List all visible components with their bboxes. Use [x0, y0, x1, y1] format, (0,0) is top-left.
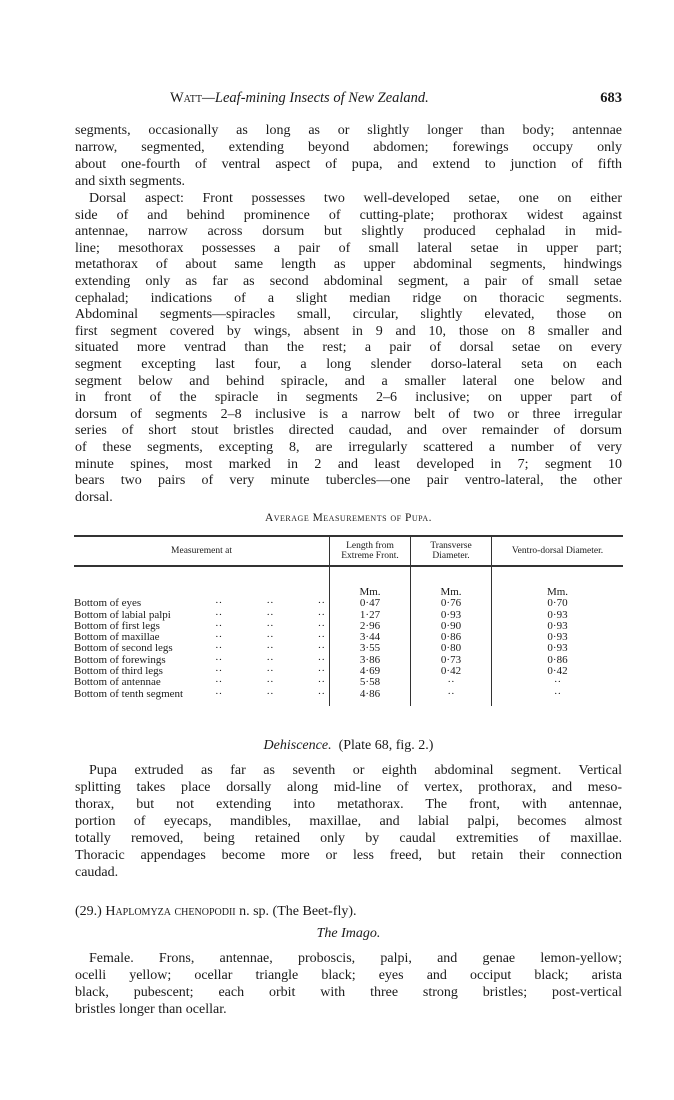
text-line: Thoracic appendages become more or less freed, but retain their connection — [75, 848, 622, 863]
text-line: first segment covered by wings, absent in 9 and 10, those on 8 smaller and — [75, 323, 622, 339]
text-line: side of and behind prominence of cutting-plate; prothorax widest against — [75, 207, 622, 223]
text-line: segments, occasionally as long as or slightly longer than body; antennae — [75, 123, 622, 138]
text-line: Female. Frons, antennae, proboscis, palpi, and genae lemon-yellow; — [89, 951, 622, 966]
value-cell: 0·93 — [492, 621, 624, 632]
value-cell: 5·58 — [330, 677, 411, 688]
leader-dots: ·· ·· ·· — [215, 642, 325, 655]
text-line: Pupa extruded as far as seventh or eighth abdominal segment. Vertical — [89, 763, 622, 778]
row-label-text: Bottom of antennae — [74, 676, 161, 689]
text-line: thorax, but not extending into metathorax. The front, with antennae, — [75, 797, 622, 812]
text-line: line; mesothorax possesses a pair of small lateral setae in upper part; — [75, 240, 622, 256]
column-header: Ventro-dorsal Diameter. — [492, 536, 624, 566]
value-cell: 4·69 — [330, 666, 411, 677]
unit-label: Mm. — [492, 566, 624, 598]
row-label-text: Bottom of eyes — [74, 597, 142, 610]
value-cell: 0·47 — [330, 598, 411, 609]
value-cell: 0·93 — [492, 610, 624, 621]
value-cell: ·· — [411, 689, 492, 700]
text-line: dorsal. — [75, 489, 113, 505]
text-line: metathorax of about same length as upper abdominal segments, hindwings — [75, 257, 622, 273]
row-label-text: Bottom of labial palpi — [74, 608, 171, 621]
text-line: segment excepting last four, a long slender dorso-lateral seta on each — [75, 357, 622, 372]
text-line: extending only as far as second abdominal segment, a pair of small setae — [75, 274, 622, 289]
page-number: 683 — [600, 90, 622, 106]
text-line: segment below and behind spiracle, and a smaller lateral one below and — [75, 373, 622, 389]
leader-dots: ·· ·· ·· — [215, 687, 325, 700]
row-label-text: Bottom of tenth segment — [74, 687, 184, 700]
text-line: cephalad; indications of a slight median ridge on thoracic segments. — [75, 290, 622, 306]
row-label-text: Bottom of first legs — [74, 619, 160, 632]
value-cell: 0·80 — [411, 643, 492, 654]
value-cell: 0·86 — [411, 632, 492, 643]
column-header: Length from Extreme Front. — [330, 536, 411, 566]
leader-dots: ·· ·· ·· — [215, 619, 325, 632]
imago-heading — [75, 926, 622, 942]
spacer-cell — [411, 700, 492, 706]
text-line: narrow, segmented, extending beyond abdomen; forewings occupy only — [75, 140, 622, 155]
spacer-cell — [74, 700, 330, 706]
leader-dots: ·· ·· ·· — [215, 653, 325, 666]
text-line: about one-fourth of ventral aspect of pupa, and extend to junction of fifth — [75, 157, 622, 172]
value-cell: 0·76 — [411, 598, 492, 609]
value-cell: 0·42 — [411, 666, 492, 677]
value-cell: 3·44 — [330, 632, 411, 643]
value-cell: 0·90 — [411, 621, 492, 632]
plate-reference: (Plate 68, fig. 2.) — [338, 738, 434, 753]
spacer-row — [74, 700, 623, 706]
leader-dots: ·· ·· ·· — [215, 631, 325, 644]
value-cell: 0·93 — [492, 643, 624, 654]
value-cell: 3·86 — [330, 655, 411, 666]
text-line: and sixth segments. — [75, 174, 186, 189]
text-line: splitting takes place dorsally along mid-line of vertex, prothorax, and meso- — [75, 780, 622, 795]
unit-label: Mm. — [330, 566, 411, 598]
dehiscence-heading — [75, 738, 622, 754]
leader-dots: ·· ·· ·· — [215, 665, 325, 678]
text-line: Abdominal segments—spiracles small, circular, slightly elevated, those on — [75, 307, 622, 323]
value-cell: ·· — [492, 689, 624, 700]
unit-label: Mm. — [411, 566, 492, 598]
value-cell: 0·86 — [492, 655, 624, 666]
text-line: bears two pairs of very minute tubercles—one pair ventro-lateral, the other — [75, 473, 622, 489]
table-row — [74, 689, 623, 700]
species-heading — [75, 903, 622, 920]
table-header-row — [74, 536, 623, 566]
text-line: situated more ventrad than the rest; a pair of dorsal setae on every — [75, 340, 622, 356]
value-cell: 0·42 — [492, 666, 624, 677]
text-line: of these segments, excepting 8, are irregularly scattered a number of very — [75, 440, 622, 455]
measurements-table — [74, 535, 623, 706]
text-line: minute spines, most marked in 2 and least developed in 7; segment 10 — [75, 456, 622, 472]
value-cell: 0·93 — [492, 632, 624, 643]
row-label-text: Bottom of second legs — [74, 642, 173, 655]
column-header: Measurement at — [74, 536, 330, 566]
row-label-text: Bottom of third legs — [74, 665, 163, 678]
text-line: caudad. — [75, 865, 119, 880]
empty-cell — [74, 566, 330, 598]
leader-dots: ·· ·· ·· — [215, 597, 325, 610]
value-cell: 0·70 — [492, 598, 624, 609]
section-title: Dehiscence. — [263, 738, 332, 753]
value-cell: 4·86 — [330, 689, 411, 700]
text-line: series of short stout bristles directed caudad, and over remainder of dorsum — [75, 423, 622, 439]
text-line: in front of the spiracle in segments 2–6 inclusive; on upper part of — [75, 390, 622, 406]
text-line: ocelli yellow; ocellar triangle black; eyes and occiput black; arista — [75, 968, 622, 983]
species-descriptor: n. sp. (The Beet-fly). — [239, 904, 357, 919]
value-cell: 0·93 — [411, 610, 492, 621]
value-cell: ·· — [411, 677, 492, 688]
text-line: bristles longer than ocellar. — [75, 1002, 227, 1017]
article-title: —Leaf-mining Insects of New Zealand. — [202, 90, 429, 106]
value-cell: 0·73 — [411, 655, 492, 666]
units-row — [74, 566, 623, 598]
spacer-cell — [330, 700, 411, 706]
author-name: Watt — [170, 90, 203, 106]
text-line: Dorsal aspect: Front possesses two well-developed setae, one on either — [89, 191, 622, 206]
value-cell: 1·27 — [330, 610, 411, 621]
value-cell: 3·55 — [330, 643, 411, 654]
value-cell: 2·96 — [330, 621, 411, 632]
text-line: totally removed, being retained only by caudal extremities of maxillae. — [75, 831, 622, 846]
row-label-text: Bottom of forewings — [74, 653, 166, 666]
species-number: (29.) — [75, 904, 102, 919]
text-line: antennae, narrow across dorsum but slightly produced cephalad in mid- — [75, 224, 622, 240]
text-line: dorsum of segments 2–8 inclusive is a narrow belt of two or three irregular — [75, 406, 622, 422]
spacer-cell — [492, 700, 624, 706]
species-name: Haplomyza chenopodii — [105, 904, 236, 919]
value-cell: ·· — [492, 677, 624, 688]
text-line: portion of eyecaps, mandibles, maxillae, and labial palpi, becomes almost — [75, 814, 622, 829]
running-title — [170, 90, 429, 107]
leader-dots: ·· ·· ·· — [215, 608, 325, 621]
table-title: Average Measurements of Pupa. — [264, 512, 433, 524]
column-header: Transverse Diameter. — [411, 536, 492, 566]
text-line: black, pubescent; each orbit with three strong bristles; post-vertical — [75, 985, 622, 1000]
row-label — [74, 689, 330, 700]
section-title: The Imago. — [316, 926, 381, 941]
row-label-text: Bottom of maxillae — [74, 631, 160, 644]
leader-dots: ·· ·· ·· — [215, 676, 325, 689]
